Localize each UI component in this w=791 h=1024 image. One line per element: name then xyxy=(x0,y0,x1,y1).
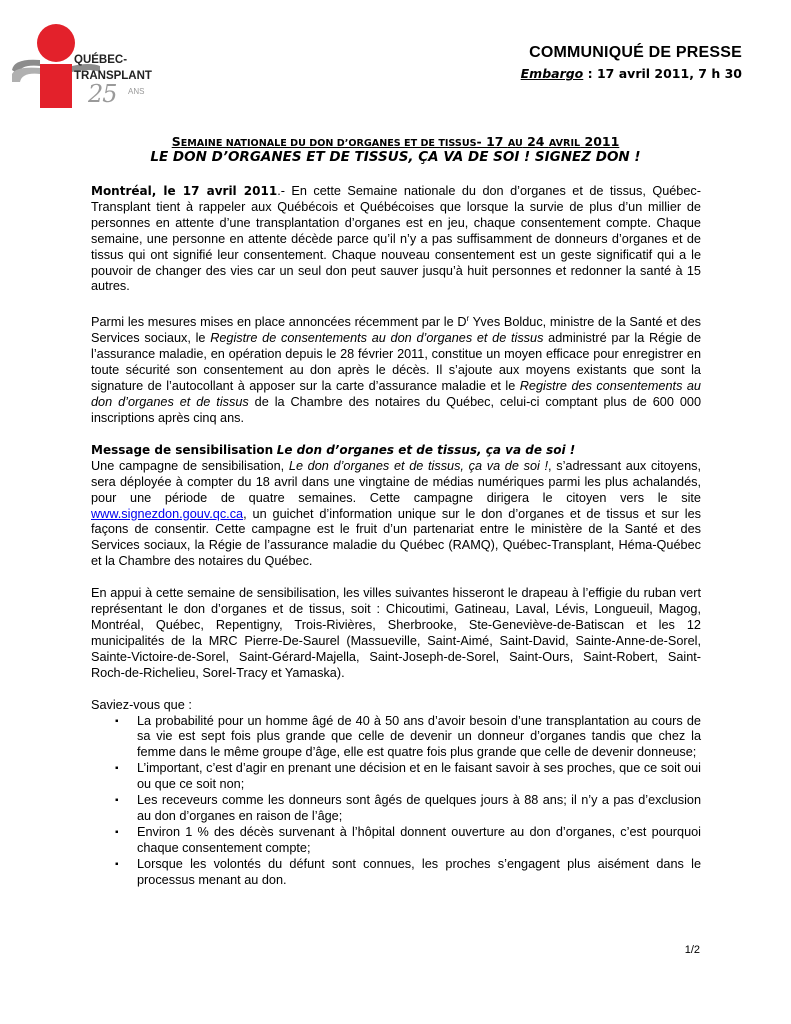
paragraph-campaign xyxy=(91,443,701,570)
logo-ans: ANS xyxy=(128,87,145,96)
headline-week-c: - 17 xyxy=(476,134,508,149)
headline-week xyxy=(90,134,701,149)
paragraph-intro xyxy=(91,184,701,295)
document-body xyxy=(91,184,701,888)
logo-head-circle xyxy=(37,24,75,62)
campaign-text-c: , un guichet d’information unique sur le don d’organes et de tissus et sur les façons de consentir. Cette campagne est le fruit d’un partenariat entre le ministère de la Santé et des Services sociaux, la Régie de l’assurance maladie du Québec (RAMQ), Québec-Transplant, Héma-Québec et la Chambre des notaires du Québec. xyxy=(91,506,701,569)
registry-em2: Registre des consentements au don d’organes et de tissus xyxy=(91,379,701,410)
registry-em1: Registre de consentements au don d’organes et de tissus xyxy=(210,331,544,346)
logo-line2: TRANSPLANT xyxy=(74,70,152,82)
embargo-label: Embargo xyxy=(520,66,584,81)
headline-week-f: AVRIL xyxy=(548,138,581,149)
headline-week-d: AU xyxy=(507,138,523,149)
headline-week-e: 24 xyxy=(522,134,549,149)
logo-line1: QUÉBEC- xyxy=(74,54,128,66)
logo-body-bar xyxy=(40,64,72,108)
facts-list xyxy=(91,714,701,889)
campaign-heading-em: Le don d’organes et de tissus, ça va de soi ! xyxy=(276,442,576,457)
press-header xyxy=(521,44,742,81)
campaign-heading: Message de sensibilisation xyxy=(91,442,274,457)
headline-week-a: S xyxy=(171,134,181,149)
list-item: ▪ Environ 1 % des décès survenant à l’hôpital donnent ouverture au don d’organes, c’est pourquoi chaque consentement compte; xyxy=(115,825,701,857)
list-item: ▪ La probabilité pour un homme âgé de 40 à 50 ans d’avoir besoin d’une transplantation au cours de sa vie est sept fois plus grande que celle de devenir un donneur d’organes tandis que chez la femme dans le même groupe d’âge, elle est quatre fois plus grande que celle de devenir donneuse; xyxy=(115,714,701,762)
paragraph-cities: En appui à cette semaine de sensibilisation, les villes suivantes hisseront le drapeau à l’effigie du ruban vert représentant le don d’organes et de tissus, soit : Chicoutimi, Gatineau, Laval, Lévis, Longueuil, Magog, Montréal, Québec, Repentigny, Trois-Rivières, Sherbrooke, Ste-Geneviève-de-Batiscan et les 12 municipalités de la MRC Pierre-De-Saurel (Massueville, Saint-Aimé, Saint-David, Sainte-Anne-de-Sorel, Sainte-Victoire-de-Sorel, Saint-Gérard-Majella, Saint-Joseph-de-Sorel, Saint-Ours, Saint-Robert, Saint-Roch-de-Richelieu, Sorel-Tracy et Yamaska). xyxy=(91,586,701,680)
dateline: Montréal, le 17 avril 2011 xyxy=(91,184,278,198)
paragraph-registry xyxy=(91,311,701,427)
paragraph-did-you-know: Saviez-vous que : xyxy=(91,697,192,712)
list-item: ▪ Lorsque les volontés du défunt sont connues, les proches s’engagent plus aisément dans le processus menant au don. xyxy=(115,857,701,889)
logo-25-years: 25 xyxy=(88,80,117,108)
list-item: ▪ L’important, c’est d’agir en prenant une décision et en le faisant savoir à ses proches, que ce soit oui ou que ce soit non; xyxy=(115,761,701,793)
campaign-text-b: , s’adressant aux citoyens, sera déployée à compter du 18 avril dans une vingtaine de médias numériques parmi les plus achalandés, pour une période de quatre semaines. Cette campagne dirigera le citoyen vers le site xyxy=(91,458,702,505)
registry-text-d: de la Chambre des notaires du Québec, celui-ci comptant plus de 600 000 inscriptions après cinq ans. xyxy=(91,395,701,426)
press-title: COMMUNIQUÉ DE PRESSE xyxy=(529,44,742,61)
registry-text-c: administré par la Régie de l’assurance maladie, en opération depuis le 28 février 2011, constitue un moyen efficace pour enregistrer en toute sécurité son consentement au don après le décès. Il s’ajoute aux moyens existants que sont la signature de l’autocollant à apposer sur la carte d’assurance maladie et le xyxy=(91,331,701,394)
registry-text-b: Yves Bolduc, ministre de la Santé et des Services sociaux, le xyxy=(91,315,701,346)
embargo-text: : 17 avril 2011, 7 h 30 xyxy=(583,66,742,81)
registry-sup: r xyxy=(466,314,470,324)
headline-slogan: LE DON D’ORGANES ET DE TISSUS, ÇA VA DE SOI ! SIGNEZ DON ! xyxy=(150,149,641,165)
headline-week-b: EMAINE NATIONALE DU DON D’ORGANES ET DE TISSUS xyxy=(180,138,477,149)
embargo-line xyxy=(521,66,742,81)
signezdon-link[interactable]: www.signezdon.gouv.qc.ca xyxy=(91,506,244,521)
registry-text-a: Parmi les mesures mises en place annoncées récemment par le D xyxy=(91,315,467,330)
campaign-text-a: Une campagne de sensibilisation, xyxy=(91,458,289,473)
list-item: ▪ Les receveurs comme les donneurs sont âgés de quelques jours à 88 ans; il n’y a pas d’exclusion au don d’organes en raison de l’âge; xyxy=(115,793,701,825)
intro-text: .- En cette Semaine nationale du don d’organes et de tissus, Québec-Transplant tient à rappeler aux Québécois et Québécoises que lorsque la survie de plus d’un millier de personnes en attente d’une transplantation d’organes est en jeu, chaque consentement compte. Chaque semaine, une personne en attente décède parce qu’il n’y a pas suffisamment de donneurs d’organes et de tissus qui ont signifié leur consentement. Chaque nouveau consentement est un geste significatif qui a le pouvoir de changer des vies car un seul don peut sauver jusqu’à huit personnes et redonner la santé à 15 autres. xyxy=(91,184,701,294)
headline xyxy=(90,134,701,165)
page-number: 1/2 xyxy=(684,944,700,956)
headline-week-g: 2011 xyxy=(580,134,620,149)
campaign-em: Le don d’organes et de tissus, ça va de soi ! xyxy=(288,458,549,473)
